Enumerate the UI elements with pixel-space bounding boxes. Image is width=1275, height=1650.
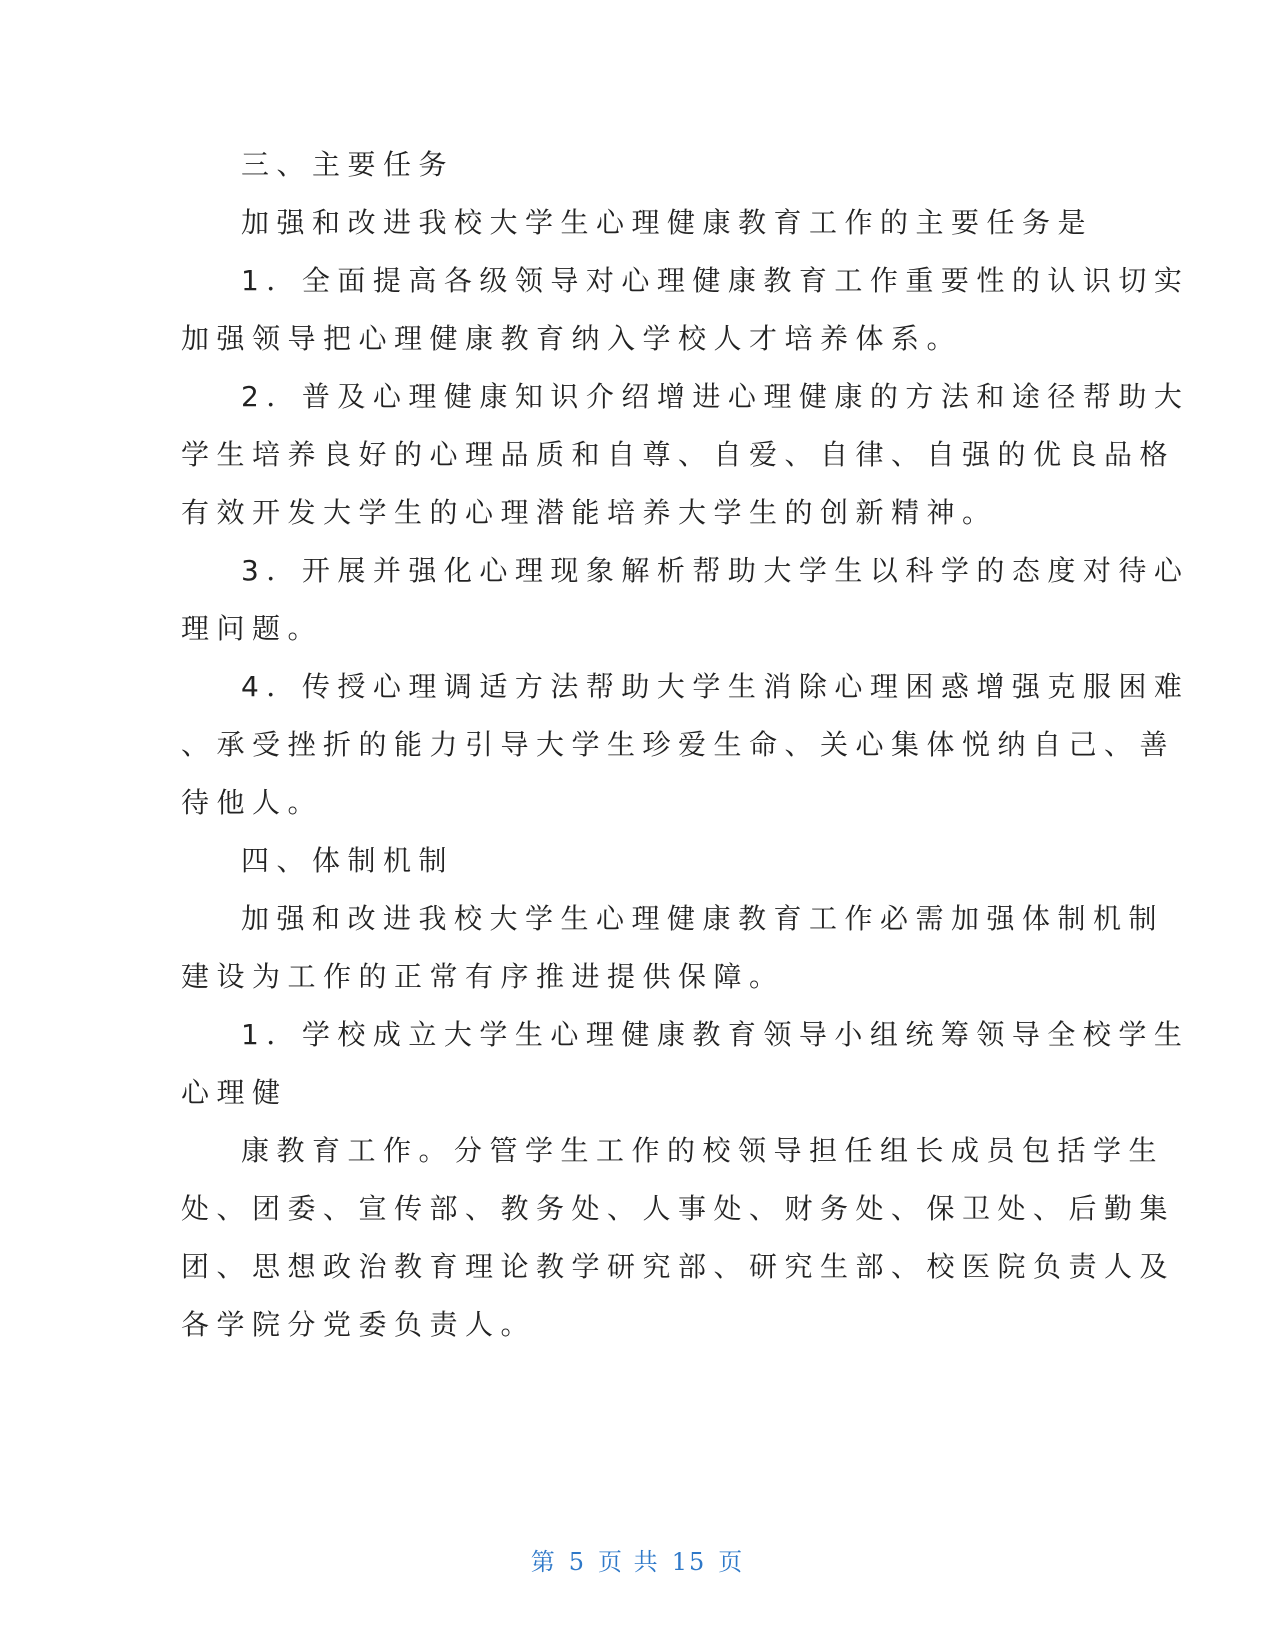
current-page-number: 5 [568, 1548, 587, 1576]
paragraph-line: 学生培养良好的心理品质和自尊、自爱、自律、自强的优良品格 [181, 438, 1176, 471]
paragraph-line: 团、思想政治教育理论教学研究部、研究生部、校医院负责人及 [181, 1250, 1176, 1283]
paragraph-line: 待他人。 [181, 786, 324, 819]
paragraph-line: 心理健 [181, 1076, 288, 1109]
paragraph-line: 3．开展并强化心理现象解析帮助大学生以科学的态度对待心 [241, 554, 1190, 587]
paragraph-line: 1．全面提高各级领导对心理健康教育工作重要性的认识切实 [241, 264, 1190, 297]
section-heading: 三、主要任务 [241, 148, 455, 181]
paragraph-line: 理问题。 [181, 612, 324, 645]
footer-prefix: 第 [530, 1548, 557, 1576]
paragraph-line: 有效开发大学生的心理潜能培养大学生的创新精神。 [181, 496, 998, 529]
paragraph-line: 1．学校成立大学生心理健康教育领导小组统筹领导全校学生 [241, 1018, 1190, 1051]
paragraph-line: 康教育工作。分管学生工作的校领导担任组长成员包括学生 [241, 1134, 1165, 1167]
page-number-footer [0, 1542, 1275, 1577]
total-pages-number: 15 [671, 1548, 707, 1576]
section-heading: 四、体制机制 [241, 844, 455, 877]
paragraph-line: 建设为工作的正常有序推进提供保障。 [181, 960, 785, 993]
paragraph-line: 4．传授心理调适方法帮助大学生消除心理困惑增强克服困难 [241, 670, 1190, 703]
paragraph-line: 加强领导把心理健康教育纳入学校人才培养体系。 [181, 322, 963, 355]
paragraph-line: 各学院分党委负责人。 [181, 1308, 537, 1341]
paragraph-line: 、承受挫折的能力引导大学生珍爱生命、关心集体悦纳自己、善 [181, 728, 1176, 761]
footer-suffix: 页 [718, 1548, 745, 1576]
paragraph-line: 加强和改进我校大学生心理健康教育工作的主要任务是 [241, 206, 1094, 239]
footer-middle: 页 共 [598, 1548, 660, 1576]
paragraph-line: 加强和改进我校大学生心理健康教育工作必需加强体制机制 [241, 902, 1165, 935]
paragraph-line: 处、团委、宣传部、教务处、人事处、财务处、保卫处、后勤集 [181, 1192, 1176, 1225]
paragraph-line: 2．普及心理健康知识介绍增进心理健康的方法和途径帮助大 [241, 380, 1190, 413]
